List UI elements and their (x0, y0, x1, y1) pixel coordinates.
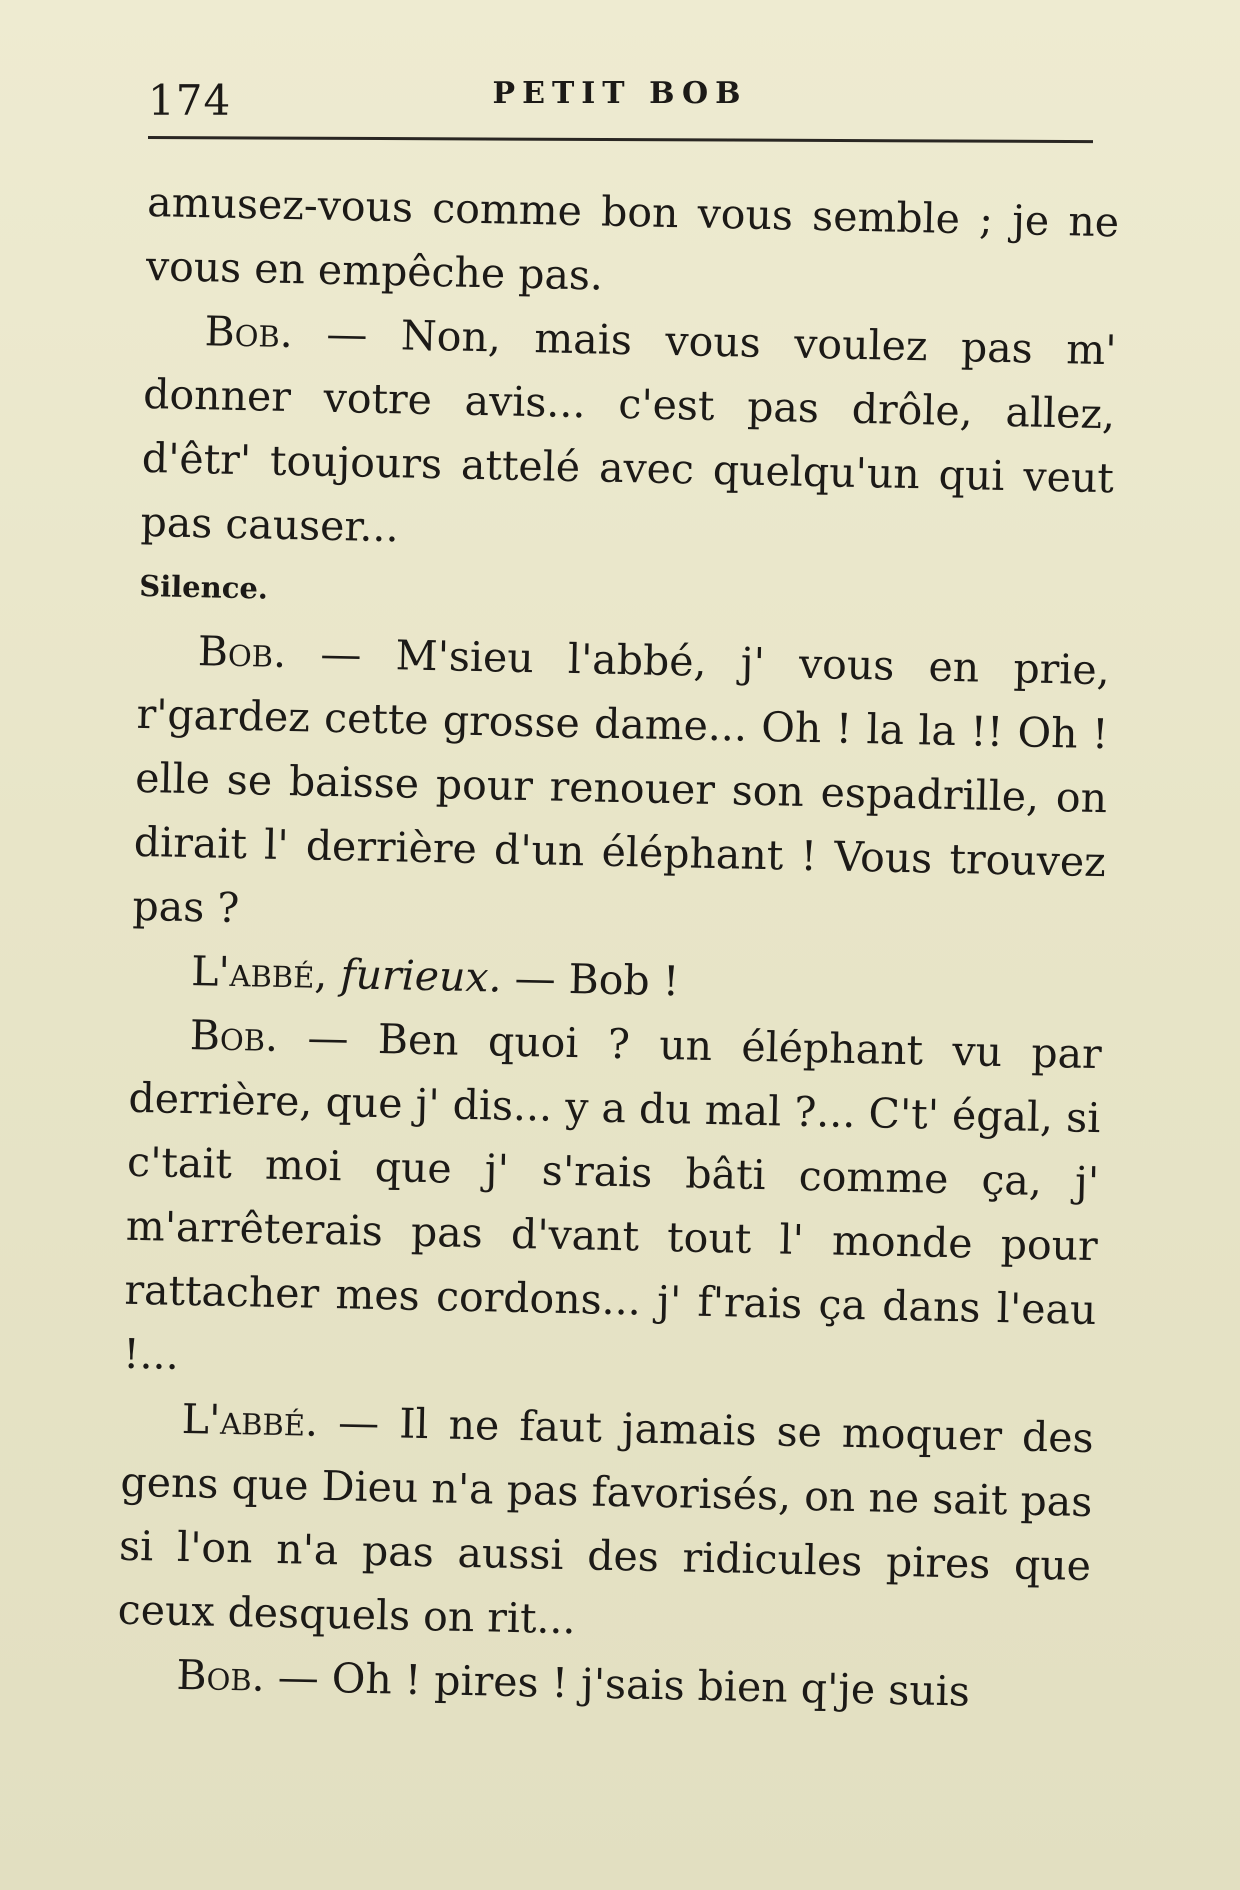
speaker-name: Bob. (175, 1650, 266, 1701)
dialogue-text: — Non, mais vous voulez pas m' donner votre avis... c'est pas drôle, allez, d'êtr' toujours attelé avec quelqu'un qui veut pas causer... (140, 309, 1117, 552)
dialogue-paragraph (140, 298, 1117, 574)
speaker-name: Bob. (189, 1011, 279, 1061)
header-rule (148, 136, 1093, 143)
dialogue-text: — Il ne faut jamais se moquer des gens que Dieu n'a pas favorisés, on ne sait pas si l'on n'a pas aussi des ridicules pires que ceux desquels on rit... (117, 1398, 1095, 1644)
running-title: PETIT BOB (492, 76, 748, 111)
dialogue-text: — M'sieu l'abbé, j' vous en prie, r'gardez cette grosse dame... Oh ! la la !! Oh ! elle se baisse pour renouer son espadrille, on dirait l' derrière d'un éléphant ! Vous trouvez pas ? (132, 629, 1111, 933)
dialogue-text: — Ben quoi ? un éléphant vu par derrière, que j' dis... y a du mal ?... C't' égal, si c'tait moi que j' s'rais bâti comme ça, j' m'arrêterais pas d'vant tout l' monde pour rattacher mes cordons... j' f'rais ça dans l'eau !... (122, 1013, 1103, 1379)
page-number: 174 (148, 76, 232, 125)
paragraph-text: amusez-vous comme bon vous semble ; je ne vous en empêche pas. (145, 177, 1120, 300)
dialogue-paragraph (117, 1386, 1094, 1662)
speaker-direction: furieux. (340, 950, 503, 1002)
speaker-name: L'abbé, (190, 947, 328, 998)
page-body (116, 170, 1120, 1726)
paragraph-continuation (145, 170, 1119, 318)
dialogue-paragraph (123, 1002, 1103, 1406)
dialogue-text: — Oh ! pires ! j'sais bien q'je suis (277, 1653, 971, 1716)
speaker-name: Bob. (204, 307, 294, 358)
speaker-name: Bob. (197, 627, 287, 677)
dialogue-paragraph (132, 618, 1110, 958)
dialogue-text: — Bob ! (514, 953, 680, 1006)
stage-direction-text: Silence. (138, 568, 269, 606)
speaker-name: L'abbé. (181, 1394, 319, 1446)
